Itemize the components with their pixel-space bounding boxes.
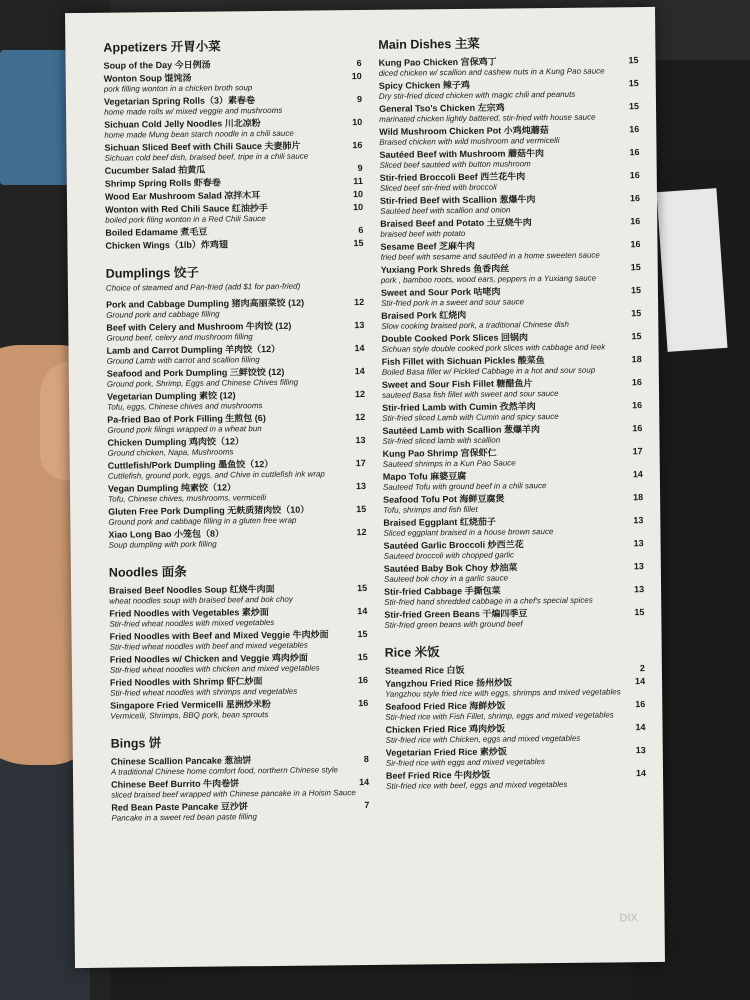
item-name: Vegetarian Dumpling 素饺 (12)	[106, 390, 236, 402]
item-price: 16	[352, 140, 363, 151]
item-name: Sesame Beef 芝麻牛肉	[380, 240, 476, 252]
item-description: Stir-fried rice with beef, eggs and mixed vegetables	[386, 779, 568, 791]
item-name: Vegan Dumpling 纯素饺（12）	[107, 482, 237, 494]
item-description: Ground pork and cabbage filling in a gluten free wrap	[108, 515, 297, 527]
item-name: Stir-fried Lamb with Cumin 孜然羊肉	[382, 401, 536, 413]
item-price: 16	[631, 377, 642, 388]
item-price: 13	[355, 480, 367, 492]
menu-item	[108, 457, 366, 482]
menu-item	[107, 388, 365, 413]
item-name: Gluten Free Pork Dumpling 无麸质猪肉饺（10）	[108, 504, 310, 517]
item-price: 15	[628, 101, 640, 112]
item-price: 13	[354, 319, 365, 331]
menu-item	[106, 296, 364, 321]
item-name: Pork and Cabbage Dumpling 猪肉高丽菜饺 (12)	[106, 297, 305, 310]
item-name: Braised Beef and Potato 土豆烧牛肉	[380, 217, 532, 229]
item-price: 16	[358, 697, 369, 709]
item-description: Sauteed broccoli with chopped garlic	[383, 550, 515, 561]
item-name: Vegetarian Spring Rolls（3）素春卷	[103, 95, 256, 107]
item-description: Tofu, shrimps and fish fillet	[383, 504, 478, 515]
item-name: Chicken Wings（1lb）炸鸡翅	[105, 239, 228, 251]
item-name: Kung Pao Shrimp 宫保虾仁	[382, 447, 497, 459]
item-name: Chicken Dumpling 鸡肉饺（12）	[107, 436, 245, 448]
item-description: wheat noodles soup with braised beef and bok choy	[109, 594, 293, 606]
item-price: 14	[635, 722, 646, 733]
item-name: Yuxiang Pork Shreds 鱼香肉丝	[380, 263, 510, 275]
menu-item	[111, 753, 369, 778]
item-description: pork , bamboo roots, wood ears, peppers in a Yuxiang sauce	[380, 273, 597, 285]
item-description: Ground Lamb with carrot and scallion filling	[106, 355, 260, 366]
item-name: Pa-fried Bao of Pork Filling 生煎包 (6)	[107, 413, 266, 425]
item-name: Singapore Fried Vermicelli 星洲炒米粉	[110, 698, 271, 711]
item-price: 10	[352, 189, 363, 200]
item-price: 16	[629, 170, 640, 181]
menu-item	[381, 330, 641, 355]
item-name: Chinese Scallion Pancake 葱油饼	[110, 755, 252, 767]
item-description: Slow cooking braised pork, a traditional Chinese dish	[381, 319, 570, 331]
menu-item	[109, 605, 367, 630]
item-description: Sliced eggplant braised in a house brown sauce	[383, 527, 554, 538]
item-price: 12	[353, 296, 365, 308]
item-description: Ground pork filings wrapped in a wheat bun	[107, 424, 262, 435]
menu-item	[104, 116, 362, 141]
item-price: 16	[629, 193, 641, 204]
menu-item	[108, 503, 366, 528]
item-name: Sautéed Beef with Mushroom 蘑菇牛肉	[379, 148, 545, 160]
item-name: Fried Noodles with Beef and Mixed Veggie 牛肉炒面	[109, 629, 329, 642]
item-name: Spicy Chicken 辣子鸡	[378, 79, 470, 91]
item-name: General Tso's Chicken 左宗鸡	[378, 102, 505, 114]
item-price: 8	[363, 753, 369, 765]
menu-item	[109, 582, 367, 607]
item-price: 13	[355, 434, 366, 446]
menu-section	[385, 640, 647, 792]
menu-item	[105, 201, 363, 226]
menu-section	[106, 261, 367, 551]
menu-item	[111, 776, 369, 801]
item-name: Wood Ear Mushroom Salad 凉拌木耳	[104, 190, 261, 202]
item-price: 2	[639, 663, 645, 674]
item-price: 14	[635, 768, 647, 779]
item-price: 17	[355, 457, 366, 469]
item-description: pork filling wonton in a chicken broth soup	[103, 83, 253, 94]
paper-card	[656, 188, 727, 352]
item-price: 13	[635, 745, 646, 756]
item-price: 12	[356, 526, 367, 538]
item-name: Sweet and Sour Pork 咕咾肉	[380, 286, 501, 298]
item-price: 6	[356, 58, 362, 69]
menu-item	[110, 697, 368, 722]
menu-item	[383, 491, 643, 516]
item-price: 13	[633, 538, 644, 549]
item-name: Boiled Edamame 煮毛豆	[105, 226, 208, 238]
item-name: Braised Pork 红烧肉	[381, 309, 467, 321]
item-name: Stir-fried Beef with Scallion 葱爆牛肉	[379, 194, 536, 206]
menu-item	[380, 192, 640, 217]
section-title: Dumplings 饺子	[105, 265, 199, 281]
menu-item	[380, 169, 640, 194]
item-description: Sauteed shrimps in a Kun Pao Sauce	[382, 458, 516, 469]
item-price: 14	[634, 676, 646, 687]
item-name: Lamb and Carrot Dumpling 羊肉饺（12）	[106, 343, 281, 356]
item-name: Sautéed Garlic Broccoli 炒西兰花	[383, 539, 524, 551]
item-price: 14	[354, 365, 365, 377]
item-name: Shrimp Spring Rolls 虾春卷	[104, 177, 221, 189]
item-price: 15	[357, 651, 368, 663]
item-description: Sauteed bok choy in a garlic sauce	[383, 573, 509, 584]
item-description: Boiled Basa fillet w/ Pickled Cabbage in a hot and sour soup	[381, 365, 596, 377]
item-description: Stir-fried rice with Chicken, eggs and mixed vegetables	[385, 733, 581, 745]
item-description: Ground chicken, Napa, Mushrooms	[107, 447, 234, 458]
menu-item	[386, 744, 646, 769]
item-description: Stir-fried sliced lamb with scallion	[382, 435, 501, 446]
section-note: Choice of steamed and Pan-fried (add $1 for pan-fried)	[105, 281, 301, 293]
item-description: fried beef with sesame and sautéed in a home sweeten sauce	[380, 250, 600, 262]
menu-item	[108, 480, 366, 505]
item-price: 15	[356, 582, 368, 594]
item-price: 15	[631, 308, 642, 319]
item-description: Stir-fried wheat noodles with beef and mixed vegetables	[109, 640, 308, 652]
item-price: 18	[631, 354, 642, 365]
item-price: 16	[629, 124, 640, 135]
item-price: 10	[351, 71, 362, 82]
item-description: Sauteed Tofu with ground beef in a chili sauce	[382, 481, 547, 492]
item-price: 15	[356, 503, 367, 515]
menu-item	[104, 70, 362, 95]
item-price: 9	[356, 94, 362, 105]
item-description: Cuttlefish, ground pork, eggs, and Chive in cuttlefish ink wrap	[107, 469, 325, 481]
menu-item	[379, 146, 639, 171]
item-description: Dry stir-fried diced chicken with magic chili and peanuts	[378, 89, 576, 101]
item-name: Soup of the Day 今日例汤	[103, 59, 211, 71]
item-price: 15	[357, 628, 368, 640]
menu-item	[108, 526, 366, 551]
item-description: boiled pork filing wonton in a Red Chili Sauce	[105, 214, 266, 225]
item-name: Wild Mushroom Chicken Pot 小鸡炖蘑菇	[379, 125, 549, 137]
menu-item	[106, 342, 364, 367]
item-name: Sautéed Lamb with Scallion 葱爆羊肉	[382, 424, 540, 436]
item-price: 17	[632, 446, 643, 457]
item-name: Braised Eggplant 红烧茄子	[383, 516, 496, 528]
item-description: Stir-fried wheat noodles with chicken and mixed vegetables	[109, 663, 320, 675]
item-name: Seafood Fried Rice 海鲜炒饭	[385, 700, 506, 712]
item-name: Seafood Tofu Pot 海鲜豆腐煲	[383, 493, 505, 505]
item-price: 15	[628, 55, 639, 66]
menu-item	[378, 54, 638, 79]
menu-item	[386, 767, 646, 792]
menu-item	[384, 537, 644, 562]
menu-item	[381, 284, 641, 309]
item-description: sauteed Basa fish fillet with sweet and sour sauce	[381, 388, 559, 400]
menu-item	[379, 123, 639, 148]
item-description: Tofu, eggs, Chinese chives and mushrooms	[107, 401, 263, 412]
menu-item	[384, 583, 644, 608]
item-price: 14	[354, 342, 365, 354]
item-name: Fried Noodles with Shrimp 虾仁炒面	[109, 676, 263, 688]
item-name: Red Bean Paste Pancake 豆沙饼	[111, 801, 248, 813]
menu-section	[109, 560, 369, 722]
item-name: Sichuan Sliced Beef with Chili Sauce 夫妻肺片	[104, 140, 301, 153]
item-price: 16	[635, 699, 646, 710]
section-title: Appetizers 开胃小菜	[103, 39, 221, 55]
item-description: A traditional Chinese home comfort food, northern Chinese style	[110, 765, 338, 777]
menu-item	[385, 675, 645, 700]
section-title: Noodles 面条	[108, 564, 187, 580]
item-name: Cucumber Salad 拍黄瓜	[104, 164, 206, 176]
item-name: Chinese Beef Burrito 牛肉卷饼	[111, 778, 240, 790]
item-name: Chicken Fried Rice 鸡肉炒饭	[385, 723, 506, 735]
menu-item	[379, 100, 639, 125]
menu-item	[383, 445, 643, 470]
item-description: Stir-fried wheat noodles with shrimps and vegetables	[110, 686, 298, 698]
item-price: 16	[629, 147, 640, 158]
item-name: Sichuan Cold Jelly Noodles 川北凉粉	[104, 118, 261, 130]
item-name: Double Cooked Pork Slices 回锅肉	[381, 332, 529, 344]
item-description: Braised chicken with wild mushroom and vermicelli	[379, 135, 560, 147]
item-price: 15	[634, 607, 645, 618]
item-name: Xiao Long Bao 小笼包（8）	[108, 528, 225, 540]
menu-sheet	[65, 7, 665, 968]
item-price: 16	[632, 423, 643, 434]
item-price: 16	[632, 400, 643, 411]
menu-item	[381, 307, 641, 332]
item-name: Beef with Celery and Mushroom 牛肉饺 (12)	[106, 320, 292, 333]
item-price: 15	[630, 262, 641, 273]
menu-item	[381, 261, 641, 286]
menu-right-column	[378, 32, 646, 804]
menu-item	[107, 434, 365, 459]
item-price: 14	[357, 605, 368, 617]
item-price: 11	[353, 176, 363, 187]
menu-item	[105, 237, 363, 252]
menu-item	[382, 399, 642, 424]
item-name: Braised Beef Noodles Soup 红烧牛肉面	[109, 583, 275, 596]
item-description: Ground beef, celery and mushroom filling	[106, 332, 253, 343]
item-price: 7	[364, 799, 370, 811]
item-price: 18	[633, 492, 644, 503]
item-name: Vegetarian Fried Rice 素炒饭	[385, 746, 507, 758]
item-name: Steamed Rice 白饭	[384, 664, 465, 676]
item-price: 14	[359, 776, 370, 788]
menu-item	[107, 411, 365, 436]
item-price: 15	[630, 285, 642, 296]
menu-item	[107, 365, 365, 390]
item-description: home made Mung bean starch noodle in a chili sauce	[104, 128, 294, 140]
menu-item	[385, 721, 645, 746]
item-name: Beef Fried Rice 牛肉炒饭	[385, 769, 491, 781]
item-description: Yangzhou style fried rice with eggs, shrimps and mixed vegetables	[385, 687, 621, 699]
item-description: Pancake in a sweet red bean paste filling	[111, 812, 257, 823]
item-description: Ground pork, Shrimp, Eggs and Chinese Chives filling	[106, 377, 299, 389]
item-name: Mapo Tofu 麻婆豆腐	[382, 470, 467, 482]
watermark: DIX	[619, 912, 638, 925]
menu-item	[380, 238, 640, 263]
item-description: Stir-fried pork in a sweet and sour sauce	[381, 297, 525, 308]
item-description: Sichuan style double cooked pork slices with cabbage and leek	[381, 342, 606, 354]
item-description: sliced braised beef wrapped with Chinese pancake in a Hoisin Sauce	[111, 788, 356, 800]
item-price: 15	[631, 331, 642, 342]
item-name: Sweet and Sour Fish Fillet 糖醋鱼片	[381, 378, 533, 390]
menu-item	[109, 628, 367, 653]
item-description: braised beef with potato	[380, 228, 466, 239]
item-description: Sliced beef stir-fried with broccoli	[379, 182, 497, 193]
section-title: Rice 米饭	[384, 645, 440, 660]
section-title: Bings 饼	[110, 736, 162, 751]
menu-item	[110, 651, 368, 676]
item-description: Stir-fried green beans with ground beef	[384, 619, 523, 630]
menu-item	[383, 468, 643, 493]
item-description: Sliced beef sautéed with button mushroom	[379, 159, 531, 170]
menu-item	[104, 139, 362, 164]
menu-item	[385, 698, 645, 723]
menu-section	[111, 731, 370, 824]
item-name: Sautéed Baby Bok Choy 炒油菜	[383, 562, 518, 574]
item-price: 6	[358, 225, 364, 236]
menu-item	[379, 77, 639, 102]
item-description: Stir-fried sliced Lamb with Cumin and spicy sauce	[382, 411, 559, 423]
menu-item	[104, 93, 362, 118]
item-price: 13	[634, 584, 645, 595]
item-description: Stir-fried wheat noodles with mixed vegetables	[109, 617, 275, 629]
item-description: diced chicken w/ scallion and cashew nuts in a Kung Pao sauce	[378, 66, 605, 78]
menu-section	[103, 35, 363, 252]
item-description: Tofu, Chinese chives, mushrooms, vermicelli	[108, 493, 267, 504]
item-description: Stir-fried hand shredded cabbage in a chef's special spices	[384, 595, 593, 607]
item-price: 16	[357, 674, 369, 686]
menu-item	[382, 353, 642, 378]
item-name: Wonton Soup 馄饨汤	[103, 72, 192, 84]
section-title: Main Dishes 主菜	[378, 36, 480, 52]
menu-item	[380, 215, 640, 240]
item-price: 13	[633, 515, 644, 526]
item-name: Stir-fried Broccoli Beef 西兰花牛肉	[379, 171, 526, 183]
menu-item	[382, 422, 642, 447]
item-description: Sautéed beef with scallion and onion	[380, 205, 511, 216]
menu-section	[378, 32, 644, 631]
item-name: Fried Noodles with Vegetables 素炒面	[109, 607, 269, 619]
menu-item	[384, 606, 644, 631]
item-price: 16	[630, 239, 641, 250]
item-price: 15	[353, 238, 364, 249]
menu-item	[111, 799, 369, 824]
item-price: 12	[354, 388, 366, 400]
menu-left-column	[103, 35, 369, 836]
item-name: Fried Noodles w/ Chicken and Veggie 鸡肉炒面	[109, 652, 308, 665]
item-name: Fish Fillet with Sichuan Pickles 酸菜鱼	[381, 355, 545, 367]
item-price: 10	[352, 117, 363, 128]
item-price: 13	[633, 561, 644, 572]
menu-item	[384, 560, 644, 585]
item-price: 14	[632, 469, 643, 480]
menu-item	[382, 376, 642, 401]
item-price: 15	[628, 78, 639, 89]
item-description: marinated chicken lightly battered, stir-fried with house sauce	[379, 112, 596, 124]
menu-item	[110, 674, 368, 699]
item-name: Yangzhou Fried Rice 扬州炒饭	[385, 677, 513, 689]
menu-item	[383, 514, 643, 539]
item-description: Sichuan cold beef dish, braised beef, tripe in a chili sauce	[104, 151, 309, 163]
item-name: Stir-fried Green Beans 干煸四季豆	[384, 608, 528, 620]
item-name: Cuttlefish/Pork Dumpling 墨鱼饺（12）	[107, 458, 274, 471]
item-description: Vermicelli, Shrimps, BBQ pork, bean sprouts	[110, 710, 269, 721]
item-price: 10	[352, 202, 364, 213]
item-name: Stir-fried Cabbage 手撕包菜	[384, 585, 501, 597]
item-price: 9	[357, 163, 363, 174]
item-description: home made rolls w/ mixed veggie and mushrooms	[104, 105, 283, 117]
item-description: Soup dumpling with pork filling	[108, 539, 217, 550]
item-description: Ground pork and cabbage filling	[106, 309, 220, 320]
item-price: 12	[355, 411, 366, 423]
item-name: Kung Pao Chicken 宫保鸡丁	[378, 56, 497, 68]
item-name: Wonton with Red Chili Sauce 红油抄手	[105, 203, 268, 215]
menu-item	[106, 319, 364, 344]
item-price: 16	[630, 216, 641, 227]
item-description: Sir-fried rice with eggs and mixed vegetables	[385, 757, 545, 768]
item-description: Stir-fried rice with Fish Fillet, shrimp, eggs and mixed vegetables	[385, 710, 614, 722]
item-name: Seafood and Pork Dumpling 三鲜饺饺 (12)	[106, 366, 285, 379]
